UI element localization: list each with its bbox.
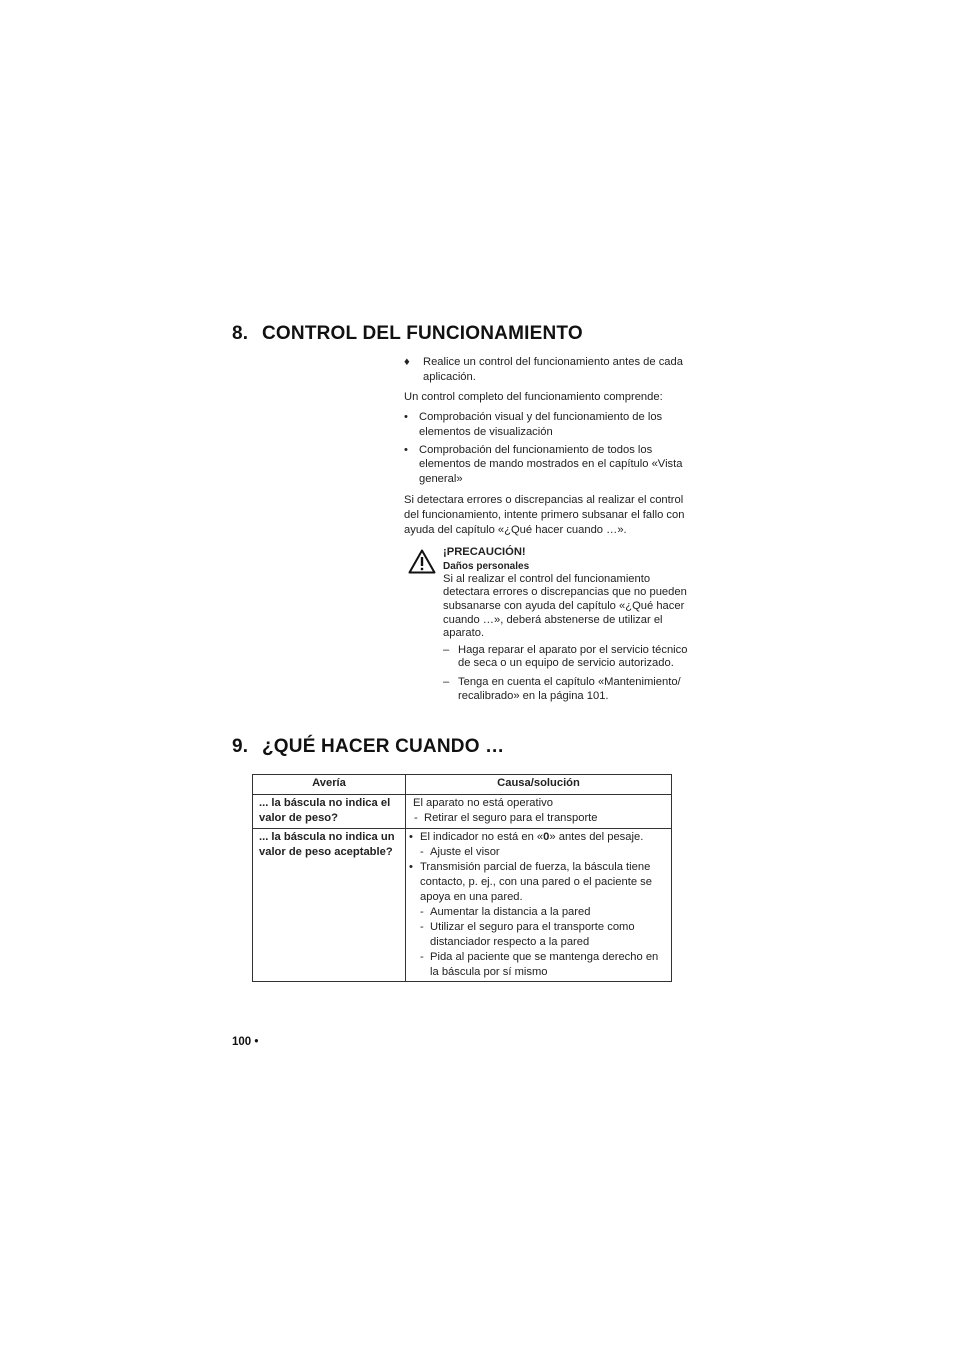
fault-cell: ... la báscula no indica un valor de peso aceptable?	[253, 829, 406, 982]
table-row	[253, 795, 672, 829]
caution-text: Si al realizar el control del funcionamiento detectara errores o discrepancias que no pueden subsanarse con ayuda del capítulo «¿Qué hacer cuando …», deberá abstenerse de utilizar el aparato.	[443, 572, 687, 640]
section-8-number: 8.	[232, 323, 249, 344]
warning-triangle-icon	[408, 549, 436, 574]
column-header-fault: Avería	[253, 775, 406, 795]
cause-text: Transmisión parcial de fuerza, la báscula tiene contacto, p. ej., con una pared o el paciente se apoya en una pared.	[420, 861, 652, 903]
intro-text: Un control completo del funcionamiento comprende:	[404, 391, 663, 403]
section-9-number: 9.	[232, 736, 249, 757]
solution-text: Retirar el seguro para el transporte	[424, 812, 598, 824]
dash-mark: –	[443, 643, 450, 656]
cause-text: » antes del pesaje.	[549, 831, 644, 843]
cause-text: El indicador no está en «	[420, 831, 544, 843]
fault-cell: ... la báscula no indica el valor de peso?	[253, 795, 406, 829]
section-9-heading	[232, 736, 504, 758]
cause-cell	[406, 795, 672, 829]
list-item	[404, 410, 696, 440]
solution-text: Pida al paciente que se mantenga derecho en la báscula por sí mismo	[430, 951, 659, 978]
dash-mark: -	[420, 846, 424, 858]
errors-text: Si detectara errores o discrepancias al realizar el control del funcionamiento, intente primero subsanar el fallo con ayuda del capítulo «¿Qué hacer cuando …».	[404, 494, 685, 536]
bullet-icon: •	[409, 831, 413, 843]
caution-action	[443, 644, 698, 671]
section-8-heading	[232, 323, 583, 345]
dash-mark: -	[420, 906, 424, 918]
solution-text: Aumentar la distancia a la pared	[430, 906, 591, 918]
dash-mark: -	[420, 951, 424, 963]
solution-item	[413, 811, 669, 826]
column-header-cause: Causa/solución	[406, 775, 672, 795]
bullet-icon: •	[409, 861, 413, 873]
section-9-title: ¿QUÉ HACER CUANDO …	[262, 736, 505, 757]
instruction-text: Realice un control del funcionamiento antes de cada aplicación.	[423, 356, 683, 383]
caution-title: ¡PRECAUCIÓN!	[443, 546, 526, 558]
list-item-text: Comprobación visual y del funcionamiento de los elementos de visualización	[419, 411, 663, 438]
list-item	[404, 443, 696, 487]
cause-value: 0	[543, 831, 550, 843]
cause-item	[409, 830, 669, 845]
solution-item	[409, 905, 669, 920]
caution-subtitle: Daños personales	[443, 560, 530, 572]
dash-mark: -	[414, 812, 418, 824]
caution-block	[443, 545, 698, 703]
cause-text: El aparato no está operativo	[413, 797, 553, 809]
list-item-text: Comprobación del funcionamiento de todos los elementos de mando mostrados en el capítulo «Vista general»	[419, 443, 683, 486]
caution-action	[443, 676, 698, 703]
bullet-icon: •	[404, 443, 408, 456]
solution-item	[409, 920, 669, 950]
bullet-icon: •	[404, 411, 408, 423]
instruction	[404, 355, 696, 385]
caution-action-text: Haga reparar el aparato por el servicio técnico de seca o un equipo de servicio autorizado.	[458, 643, 688, 670]
diamond-bullet-icon: ♦	[404, 356, 410, 368]
cause-item	[409, 860, 669, 905]
page-number: 100 •	[232, 1036, 259, 1048]
check-list	[404, 410, 696, 487]
table-header-row	[253, 775, 672, 795]
table-row	[253, 829, 672, 982]
caution-action-text: Tenga en cuenta el capítulo «Mantenimiento/ recalibrado» en la página 101.	[458, 675, 681, 702]
solution-text: Utilizar el seguro para el transporte como distanciador respecto a la pared	[430, 921, 635, 948]
solution-text: Ajuste el visor	[430, 846, 500, 858]
dash-mark: -	[420, 921, 424, 933]
cause-cell	[406, 829, 672, 982]
solution-item	[409, 950, 669, 980]
section-8-title: CONTROL DEL FUNCIONAMIENTO	[262, 323, 583, 344]
solution-item	[409, 845, 669, 860]
troubleshooting-table	[252, 774, 672, 982]
dash-mark: –	[443, 675, 450, 688]
